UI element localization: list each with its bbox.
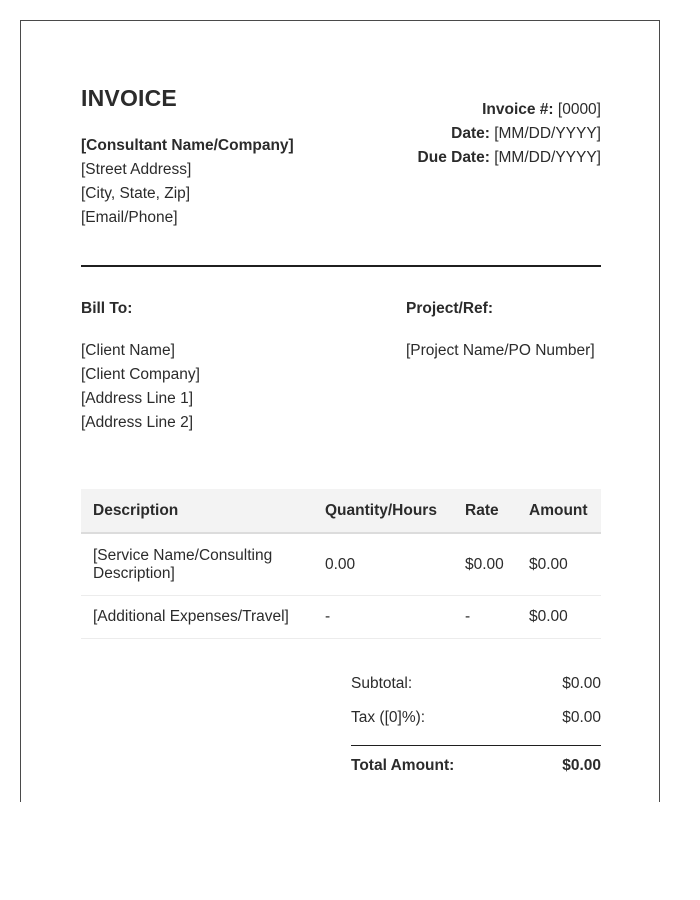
invoice-date-value: [MM/DD/YYYY] (494, 125, 601, 142)
consultant-city: [City, State, Zip] (81, 185, 191, 202)
bill-to-block (81, 299, 200, 435)
client-address-line-1: [Address Line 1] (81, 390, 194, 407)
invoice-number-value: [0000] (557, 101, 601, 118)
header-divider (81, 265, 601, 267)
table-header-row (81, 489, 601, 533)
bill-to-lines (81, 339, 200, 435)
consultant-contact: [Email/Phone] (81, 209, 178, 226)
invoice-due-line (418, 146, 601, 170)
consultant-name: [Consultant Name/Company] (81, 137, 294, 154)
invoice-date-label: Date: (451, 125, 490, 142)
row-quantity: - (313, 596, 453, 639)
row-description: [Additional Expenses/Travel] (81, 596, 313, 639)
row-rate: - (453, 596, 517, 639)
subtotal-label: Subtotal: (351, 675, 413, 692)
subtotal-value: $0.00 (562, 675, 601, 692)
total-row (351, 752, 601, 786)
row-rate: $0.00 (453, 533, 517, 596)
client-company: [Client Company] (81, 366, 200, 383)
invoice-due-label: Due Date: (417, 149, 490, 166)
client-name: [Client Name] (81, 342, 175, 359)
subtotal-row (351, 671, 601, 705)
bill-to-heading: Bill To: (81, 300, 133, 317)
column-header-rate: Rate (453, 489, 517, 533)
column-header-description: Description (81, 489, 313, 533)
invoice-sheet (20, 20, 660, 802)
row-amount: $0.00 (517, 596, 601, 639)
project-ref-heading: Project/Ref: (406, 300, 493, 317)
invoice-number-line (418, 98, 601, 122)
project-ref-value: [Project Name/PO Number] (406, 342, 595, 359)
totals-divider (351, 745, 601, 746)
tax-label: Tax ([0]%): (351, 709, 426, 726)
row-amount: $0.00 (517, 533, 601, 596)
invoice-meta (418, 98, 601, 170)
column-header-amount: Amount (517, 489, 601, 533)
invoice-number-label: Invoice #: (482, 101, 554, 118)
column-header-quantity: Quantity/Hours (313, 489, 453, 533)
total-value: $0.00 (562, 757, 601, 774)
project-ref-block (406, 299, 595, 363)
row-description: [Service Name/Consulting Description] (81, 533, 313, 596)
invoice-title: INVOICE (81, 85, 177, 111)
invoice-date-line (418, 122, 601, 146)
invoice-due-value: [MM/DD/YYYY] (494, 149, 601, 166)
tax-row (351, 705, 601, 739)
total-label: Total Amount: (351, 757, 455, 774)
table-row (81, 533, 601, 596)
consultant-block (81, 134, 294, 230)
consultant-street: [Street Address] (81, 161, 192, 178)
line-items-table (81, 489, 601, 639)
client-address-line-2: [Address Line 2] (81, 414, 194, 431)
tax-value: $0.00 (562, 709, 601, 726)
totals-block (351, 671, 601, 786)
row-quantity: 0.00 (313, 533, 453, 596)
table-row (81, 596, 601, 639)
